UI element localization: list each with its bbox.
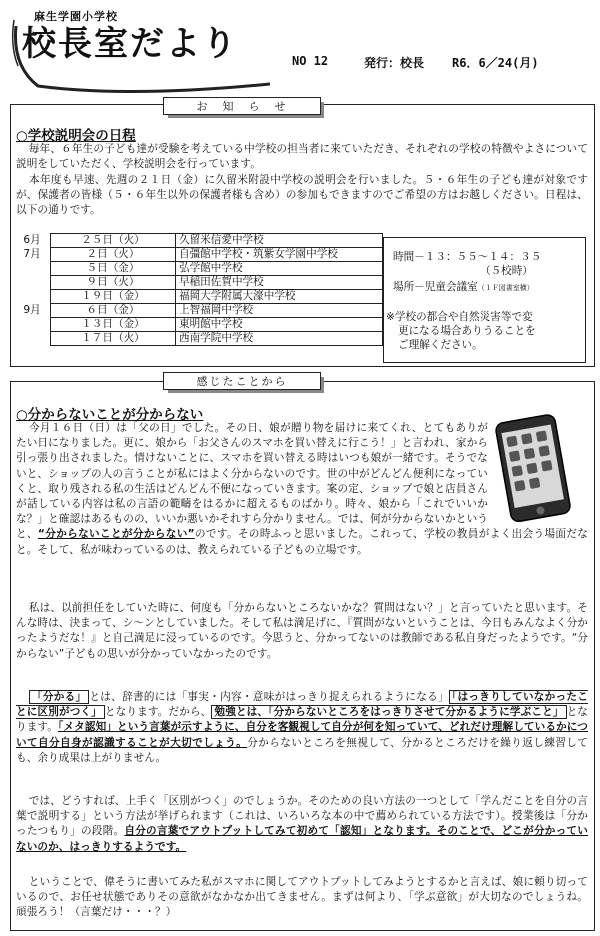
caution-line-1: ※学校の都合や自然災害等で変 [386,311,533,323]
essay-paragraph-4: では、どうすれば、上手く「区別がつく」のでしょうか。そのための良い方法の一つとして「学んだことを自分の言葉で説明する」という方法が挙げられます（これは、いろいろな本の中で薦められている方法です）。授業後は「分かったつもり」の段階。自分の言葉でアウトプットしてみて初めて「認知」となります。そのことで、どこが分かっていないのか、はっきりするようです。 [16,795,588,853]
schedule-month [14,276,51,290]
schedule-month [14,332,51,346]
newsletter-title: 校長室だより [22,24,238,64]
keyword-benkyou: 勉強とは、「分からないところをはっきりさせて分かるように学ぶこと」 [211,705,566,719]
essay-paragraph-3: 「分かる」 とは、辞書的には「事実・内容・意味がはっきり捉えられるようになる」 「はっきりしていなかったことに区別がつく」 となります。だから、 勉強とは、「分からないところをはっきりさせて分かるように学ぶこと」 となります。「メタ認知」という言葉が示すように、自分を客観視して自分が何を知っていて、どれだけ理解しているかについて自分自身が認識することが大切でしょう。分からないところを無視して、分かるところだけを繰り返し練習しても、余り成果は上がりません。 [16,691,589,764]
schedule-date: １７日（火） [51,332,176,346]
essay-paragraph-5: ということで、偉そうに書いてみた私がスマホに関してアウトプットしてみようとするかと言えば、娘に頼り切っているので、お任せ状態でありその意欲がなかなか出てきません。まずは何より、「学ぶ意欲」が大切なのでしょうね。頑張ろう！（言葉だけ・・・？） [16,876,588,919]
schedule-row [14,318,383,332]
notice-tag: お 知 ら せ [163,97,321,115]
schedule-date: ２日（火） [51,248,176,262]
schedule-row [14,234,383,248]
schedule-school: 久留米信愛中学校 [176,234,383,248]
schedule-row [14,304,383,318]
schedule-school: 自彊館中学校・筑紫女学園中学校 [176,248,383,262]
schedule-row [14,290,383,304]
schedule-school: 早稲田佐賀中学校 [176,276,383,290]
schedule-table [14,233,383,346]
caution-line-2: 更になる場合ありうることを [398,325,536,337]
issue-date: R6．6／24(月) [452,56,539,70]
schedule-month: 6月 [14,234,51,248]
schedule-row [14,332,383,346]
schedule-month [14,290,51,304]
schedule-month: 9月 [14,304,51,318]
schedule-row [14,248,383,262]
schedule-date: １９日（金） [51,290,176,304]
time-text: 時間－１３：５５～１４：３５ [393,251,542,263]
publisher: 発行：校長 [364,56,425,70]
schedule-school: 東明館中学校 [176,318,383,332]
schedule-date: ５日（金） [51,262,176,276]
essay-highlight-output: 自分の言葉でアウトプットしてみて初めて「認知」となります。そのことで、どこが分かっていないのか、はっきりするようです。 [16,825,588,853]
schedule-month [14,318,51,332]
keyword-metacognition: 「メタ認知」という言葉が示すように、自分を客観視して自分が何を知っていて、どれだけ理解しているかについて自分自身が認識することが大切でしょう。 [16,721,588,749]
essay-tag: 感じたことから [163,372,321,390]
caution-line-3: ご理解ください。 [398,339,483,351]
place-note: （１Ｆ図書室横） [477,284,534,292]
time-note: （５校時） [480,265,533,277]
schedule-date: １３日（金） [51,318,176,332]
keyword-kubetsu: 「はっきりしていなかったことに区別がつく」 [16,691,589,719]
schedule-month: 7月 [14,248,51,262]
schedule-school: 弘学館中学校 [176,262,383,276]
schedule-date: ２５日（火） [51,234,176,248]
essay-heading: ○分からないことが分からない [16,407,204,423]
school-name: 麻生学園小学校 [34,10,118,23]
essay-highlight-1: “分からないことが分からない” [37,528,195,541]
notice-paragraph-2: 本年度も早速、先週の２１日（金）に久留米附設中学校の説明会を行いました。５・６年生の子ども達が対象ですが、保護者の皆様（５・６年生以外の保護者様も含め）の参加もできますのでご希望の方はお越しください。日程は、以下の通りです。 [16,174,588,217]
place-text: 場所－児童会議室（１Ｆ図書室横） [393,281,534,293]
schedule-month [14,262,51,276]
notice-paragraph-1: 毎年、６年生の子ども達が受験を考えている中学校の担当者に来ていただき、それぞれの学校の特徴やよさについて説明をしていただく、学校説明会を行っています。 [16,143,588,171]
schedule-date: ６日（金） [51,304,176,318]
keyword-wakaru: 「分かる」 [29,690,90,704]
schedule-school: 福岡大学附属大濠中学校 [176,290,383,304]
schedule-school: 西南学院中学校 [176,332,383,346]
essay-paragraph-1: 今月１６日（日）は「父の日」でした。その日、娘が贈り物を届けに来てくれ、とてもありがたい日になりました。更に、娘から「お父さんのスマホを買い替えに行こう！」と言われ、家から引っ張り出されました。情けないことに、スマホを買い替える時はいつも娘が一緒です。そうでないと、ショップの人の言うことが私にはよく分からないのです。世の中がどんどん便利になっていくと、取り残される私の生活はどんどん不便になっていきます。案の定、ショップで娘と店員さんが話している内容は私の言語の範疇をはるかに超えるものばかり。時々、娘から「これでいいかな？」と確認はあるものの、いいか悪いかそれすら分かりません。では、何が分からないかというと、“分からないことが分からない”のです。その時ふっと思いました。これって、学校の教員がよく出会う場面だなと。そして、私が味わっているのは、教えられている子どもの立場です。 [16,422,588,556]
notice-heading: ○学校説明会の日程 [16,128,136,144]
essay-paragraph-2: 私は、以前担任をしていた時に、何度も「分からないところないかな？質問はない？」と言っていたと思います。そんな時は、決まって、シ～ンとしていました。そして私は満足げに、『質問がないということは、今日もみんなよく分かったようだな！』と自己満足に浸っているのです。今思うと、分かってないのは教師である私自身だったようです。“分からない”子どもの思いが分かっていなかったのです。 [16,602,588,660]
issue-number: NO 12 [292,54,329,68]
schedule-date: ９日（火） [51,276,176,290]
schedule-school: 上智福岡中学校 [176,304,383,318]
schedule-row [14,262,383,276]
schedule-row [14,276,383,290]
